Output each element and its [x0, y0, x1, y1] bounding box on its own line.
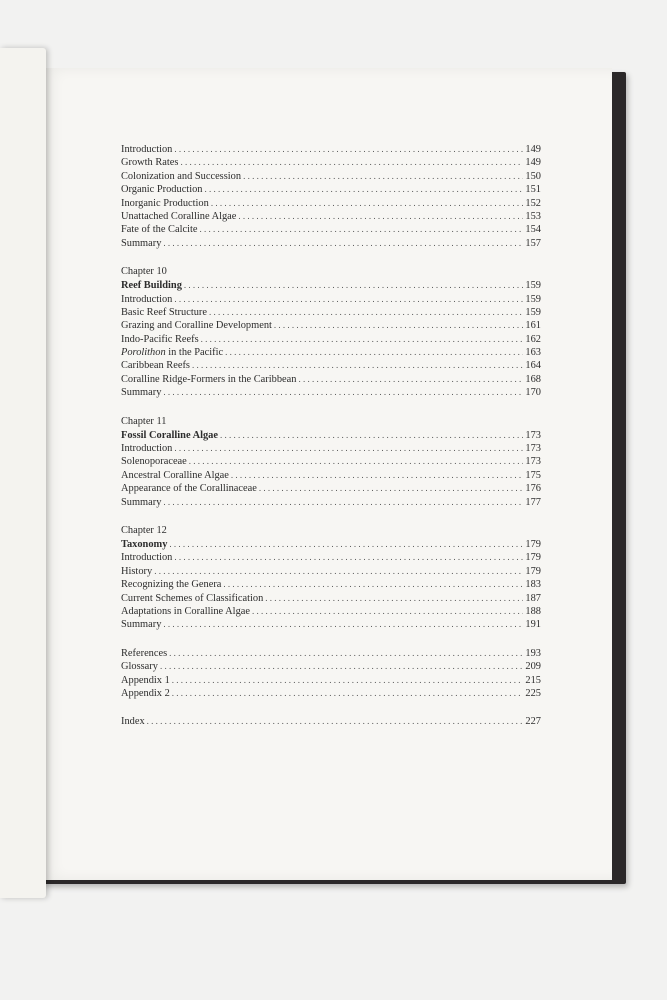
chapter-label: Chapter 10 [121, 266, 167, 278]
page-number: 163 [525, 347, 541, 359]
page-number: 179 [525, 565, 541, 577]
toc-entry: Grazing and Coralline Development . . . 161 [121, 319, 541, 332]
toc-entry: References . . . 193 [121, 647, 541, 660]
dot-leader [252, 605, 523, 618]
toc-entry: Growth Rates . . . 149 [121, 156, 541, 169]
toc-index [121, 715, 541, 728]
dot-leader [154, 565, 523, 578]
page-number: 179 [525, 538, 541, 550]
page-number: 173 [525, 456, 541, 468]
dot-leader [172, 674, 524, 687]
chapter-label: Chapter 11 [121, 415, 167, 427]
toc-entry: Summary . . . 177 [121, 496, 541, 509]
toc-entry: Index . . . 227 [121, 715, 541, 728]
page-number: 151 [525, 184, 541, 196]
toc-entry: Introduction . . . 179 [121, 551, 541, 564]
toc-chapter-12 [121, 524, 541, 632]
dot-leader [298, 373, 523, 386]
dot-leader [211, 197, 524, 210]
dot-leader [231, 469, 523, 482]
page-number: 159 [525, 280, 541, 292]
toc-entry: Solenoporaceae . . . 173 [121, 455, 541, 468]
dot-leader [189, 455, 524, 468]
dot-leader [259, 482, 524, 495]
toc-entry: Appendix 2 . . . 225 [121, 687, 541, 700]
page-number: 164 [525, 360, 541, 372]
dot-leader [163, 386, 523, 399]
dot-leader [220, 429, 523, 442]
page-number: 168 [525, 373, 541, 385]
dot-leader [174, 293, 523, 306]
toc-entry: Basic Reef Structure . . . 159 [121, 306, 541, 319]
dot-leader [192, 359, 523, 372]
toc-entry: Colonization and Succession . . . 150 [121, 170, 541, 183]
page-number: 159 [525, 293, 541, 305]
toc-entry: Fate of the Calcite . . . 154 [121, 223, 541, 236]
dot-leader [209, 306, 523, 319]
dot-leader [225, 346, 523, 359]
table-of-contents [121, 143, 541, 744]
page-number: 149 [525, 144, 541, 155]
toc-entry: Introduction . . . 159 [121, 293, 541, 306]
chapter-title: Reef Building . . . 159 [121, 279, 541, 292]
dot-leader [184, 279, 523, 292]
toc-entry: Coralline Ridge-Formers in the Caribbean . . . 168 [121, 373, 541, 386]
dot-leader [169, 647, 523, 660]
toc-entry: Adaptations in Coralline Algae . . . 188 [121, 605, 541, 618]
toc-chapter-11 [121, 415, 541, 509]
dot-leader [147, 715, 524, 728]
toc-entry: Unattached Coralline Algae . . . 153 [121, 210, 541, 223]
page-number: 215 [525, 674, 541, 686]
page-number: 227 [525, 716, 541, 728]
dot-leader [174, 143, 523, 156]
page-number: 159 [525, 306, 541, 318]
page-number: 225 [525, 687, 541, 699]
toc-entry: Caribbean Reefs . . . 164 [121, 359, 541, 372]
dot-leader [174, 551, 523, 564]
dot-leader [163, 237, 523, 250]
page-number: 183 [525, 579, 541, 591]
page-number: 149 [525, 157, 541, 169]
page-number: 176 [525, 483, 541, 495]
dot-leader [243, 170, 523, 183]
toc-back-matter [121, 647, 541, 701]
toc-entry: Organic Production . . . 151 [121, 183, 541, 196]
toc-entry: Ancestral Coralline Algae . . . 175 [121, 469, 541, 482]
dot-leader [169, 538, 523, 551]
dot-leader [172, 687, 524, 700]
dot-leader [274, 319, 524, 332]
page-number: 187 [525, 592, 541, 604]
dot-leader [180, 156, 523, 169]
dot-leader [204, 183, 523, 196]
page-number: 154 [525, 224, 541, 236]
page-number: 150 [525, 170, 541, 182]
facing-page-edge [0, 48, 46, 898]
page-number: 157 [525, 237, 541, 249]
page-number: 177 [525, 496, 541, 508]
dot-leader [160, 660, 523, 673]
toc-chapter-9-section [121, 143, 541, 250]
page-number: 161 [525, 320, 541, 332]
dot-leader [265, 592, 523, 605]
page-number: 162 [525, 333, 541, 345]
toc-entry: History . . . 179 [121, 565, 541, 578]
toc-entry: Introduction . . . 149 [121, 143, 541, 156]
dot-leader [201, 333, 524, 346]
chapter-title: Fossil Coralline Algae . . . 173 [121, 429, 541, 442]
toc-entry: Summary . . . 157 [121, 237, 541, 250]
toc-entry: Recognizing the Genera . . . 183 [121, 578, 541, 591]
toc-entry: Inorganic Production . . . 152 [121, 197, 541, 210]
toc-chapter-10 [121, 265, 541, 400]
page-number: 153 [525, 210, 541, 222]
toc-entry: Appearance of the Corallinaceae . . . 176 [121, 482, 541, 495]
chapter-label: Chapter 12 [121, 524, 167, 536]
page-number: 173 [525, 429, 541, 441]
page-number: 193 [525, 647, 541, 659]
dot-leader [174, 442, 523, 455]
toc-entry: Introduction . . . 173 [121, 442, 541, 455]
page-number: 191 [525, 619, 541, 631]
page-number: 209 [525, 661, 541, 673]
dot-leader [163, 496, 523, 509]
page-number: 170 [525, 387, 541, 399]
page-number: 188 [525, 605, 541, 617]
page-number: 175 [525, 469, 541, 481]
toc-entry: Summary . . . 170 [121, 386, 541, 399]
page-number: 179 [525, 552, 541, 564]
page-number: 173 [525, 443, 541, 455]
toc-entry: Indo-Pacific Reefs . . . 162 [121, 333, 541, 346]
page-number: 152 [525, 197, 541, 209]
chapter-title: Taxonomy . . . 179 [121, 538, 541, 551]
dot-leader [199, 223, 523, 236]
toc-entry: Appendix 1 . . . 215 [121, 674, 541, 687]
dot-leader [223, 578, 523, 591]
toc-entry: Summary . . . 191 [121, 618, 541, 631]
dot-leader [238, 210, 523, 223]
toc-entry: Porolithon in the Pacific . . . 163 [121, 346, 541, 359]
dot-leader [163, 618, 523, 631]
toc-entry: Current Schemes of Classification . . . 187 [121, 592, 541, 605]
toc-entry: Glossary . . . 209 [121, 660, 541, 673]
